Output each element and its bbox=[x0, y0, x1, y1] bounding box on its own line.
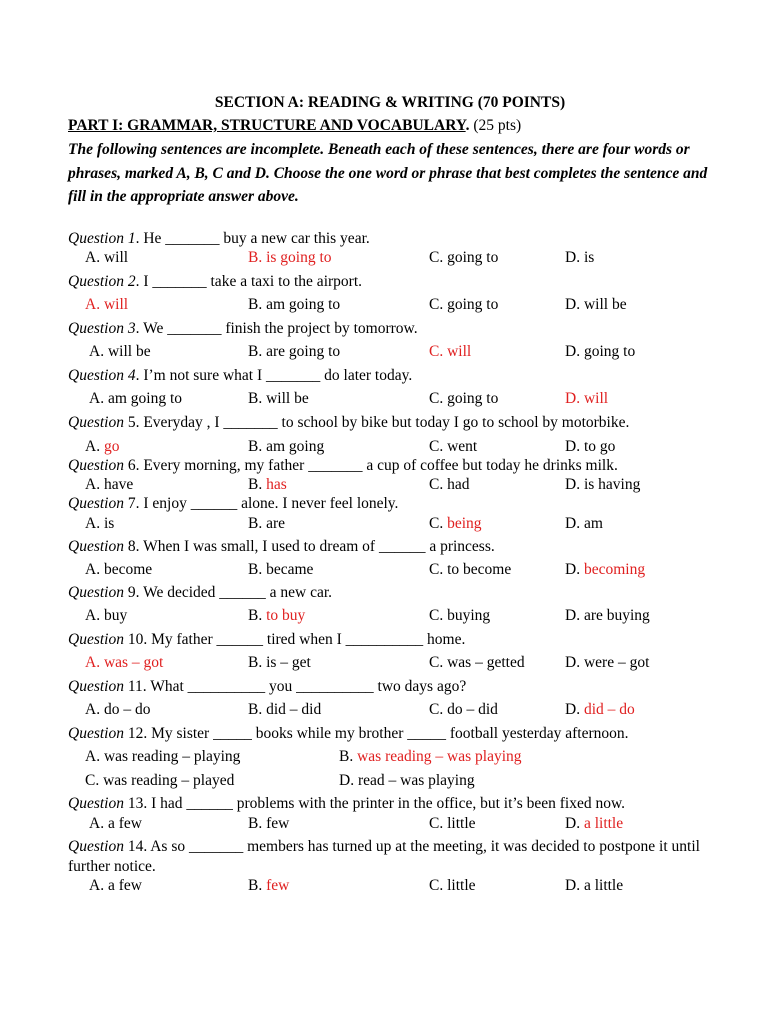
option-letter: C. bbox=[429, 654, 448, 671]
question-text: 7. I enjoy ______ alone. I never feel lonely. bbox=[123, 495, 399, 512]
q4-option-d-answer[interactable] bbox=[565, 390, 608, 408]
option-text: were – got bbox=[583, 654, 650, 671]
option-text-answer: few bbox=[266, 877, 290, 894]
question-text: 14. As so _______ members has turned up at the meeting, it was decided to postpone it until further notice. bbox=[68, 838, 700, 875]
option-letter: A. bbox=[85, 748, 104, 765]
option-text: is having bbox=[583, 476, 641, 493]
q5-option-b[interactable] bbox=[248, 438, 324, 456]
option-text: became bbox=[266, 561, 314, 578]
option-letter: C. bbox=[429, 438, 448, 455]
q3-option-c-answer[interactable] bbox=[429, 343, 471, 361]
q3-option-d[interactable] bbox=[565, 343, 635, 361]
question-text: 12. My sister _____ books while my brother _____ football yesterday afternoon. bbox=[123, 725, 629, 742]
option-letter: D. bbox=[565, 438, 584, 455]
option-letter: C. bbox=[429, 249, 448, 266]
q8-option-b[interactable] bbox=[248, 561, 313, 579]
option-letter: B. bbox=[248, 296, 267, 313]
q9-option-d[interactable] bbox=[565, 607, 650, 625]
q9-option-b[interactable] bbox=[248, 607, 305, 625]
part-heading-line bbox=[68, 117, 521, 135]
option-letter: A. bbox=[85, 249, 104, 266]
question-12 bbox=[68, 725, 629, 743]
option-text: was – getted bbox=[447, 654, 525, 671]
question-label: Question bbox=[68, 795, 124, 812]
q12-option-c[interactable] bbox=[85, 772, 234, 790]
option-letter: B. bbox=[248, 877, 267, 894]
option-letter: B. bbox=[248, 561, 267, 578]
q12-option-a[interactable] bbox=[85, 748, 240, 766]
option-text: few bbox=[266, 815, 290, 832]
option-letter: D. bbox=[565, 476, 584, 493]
q13-option-b[interactable] bbox=[248, 815, 289, 833]
q6-option-d[interactable] bbox=[565, 476, 640, 494]
option-text: are buying bbox=[583, 607, 650, 624]
option-letter: C. bbox=[85, 772, 104, 789]
option-letter: D. bbox=[565, 701, 584, 718]
question-text: 5. Everyday , I _______ to school by bike but today I go to school by motorbike. bbox=[123, 414, 630, 431]
q13-option-d[interactable] bbox=[565, 815, 623, 833]
q12-option-d[interactable] bbox=[339, 772, 475, 790]
question-text: . I _______ take a taxi to the airport. bbox=[135, 273, 363, 290]
option-letter: D. bbox=[339, 772, 358, 789]
option-letter: C. bbox=[429, 607, 448, 624]
option-text: will bbox=[583, 390, 609, 407]
q14-option-b[interactable] bbox=[248, 877, 289, 895]
question-label: Question 1 bbox=[68, 230, 136, 247]
option-text: going to bbox=[447, 296, 499, 313]
option-text: a little bbox=[583, 877, 624, 894]
option-text: will be bbox=[583, 296, 627, 313]
q4-option-c[interactable] bbox=[429, 390, 498, 408]
q3-option-b[interactable] bbox=[248, 343, 340, 361]
q10-option-d[interactable] bbox=[565, 654, 649, 672]
option-text: to go bbox=[583, 438, 616, 455]
q14-option-d[interactable] bbox=[565, 877, 623, 895]
question-5 bbox=[68, 414, 629, 432]
option-letter: B. bbox=[248, 249, 267, 266]
option-text: are bbox=[266, 515, 286, 532]
option-text-answer: did – do bbox=[583, 701, 635, 718]
question-label: Question bbox=[68, 414, 124, 431]
q7-option-d[interactable] bbox=[565, 515, 603, 533]
q9-option-c[interactable] bbox=[429, 607, 490, 625]
option-letter: C. bbox=[429, 390, 448, 407]
question-13 bbox=[68, 795, 625, 813]
option-letter: C. bbox=[429, 296, 448, 313]
option-text: is – get bbox=[266, 654, 311, 671]
q3-option-a[interactable] bbox=[89, 343, 151, 361]
option-text: going to bbox=[447, 390, 499, 407]
q1-option-d[interactable] bbox=[565, 249, 594, 267]
q1-option-b-answer[interactable] bbox=[248, 249, 332, 267]
option-text: am going bbox=[266, 438, 325, 455]
question-6 bbox=[68, 457, 618, 475]
q11-option-d[interactable] bbox=[565, 701, 635, 719]
option-text: to become bbox=[447, 561, 512, 578]
q8-option-c[interactable] bbox=[429, 561, 511, 579]
question-label: Question bbox=[68, 457, 124, 474]
option-letter: A. bbox=[85, 438, 104, 455]
question-text: 8. When I was small, I used to dream of ______ a princess. bbox=[123, 538, 495, 555]
option-text-answer: go bbox=[103, 438, 120, 455]
option-letter: D. bbox=[565, 390, 584, 407]
option-letter: C. bbox=[429, 815, 448, 832]
q14-option-c[interactable] bbox=[429, 877, 476, 895]
q12-option-b[interactable] bbox=[339, 748, 522, 766]
option-text: did – did bbox=[266, 701, 322, 718]
q2-option-a-answer[interactable] bbox=[85, 296, 128, 314]
question-7 bbox=[68, 495, 398, 513]
part-heading-dot: . bbox=[465, 117, 470, 134]
option-letter: B. bbox=[248, 390, 267, 407]
option-letter: B. bbox=[339, 748, 358, 765]
option-letter: D. bbox=[565, 561, 584, 578]
q11-option-a[interactable] bbox=[85, 701, 150, 719]
option-text: will be bbox=[266, 390, 309, 407]
question-label: Question bbox=[68, 631, 124, 648]
q4-option-a[interactable] bbox=[89, 390, 182, 408]
option-text-answer: to buy bbox=[266, 607, 306, 624]
option-text: was reading – played bbox=[103, 772, 235, 789]
option-letter: D. bbox=[565, 877, 584, 894]
option-text-answer: a little bbox=[583, 815, 624, 832]
question-text: 10. My father ______ tired when I __________ home. bbox=[123, 631, 466, 648]
option-letter: D. bbox=[565, 343, 584, 360]
question-label: Question 4 bbox=[68, 367, 136, 384]
q5-option-d[interactable] bbox=[565, 438, 615, 456]
q6-option-b[interactable] bbox=[248, 476, 287, 494]
option-text-answer: becoming bbox=[583, 561, 646, 578]
option-letter: D. bbox=[565, 607, 584, 624]
question-label: Question bbox=[68, 538, 124, 555]
option-text: buy bbox=[103, 607, 128, 624]
question-9 bbox=[68, 584, 332, 602]
q10-option-a-answer[interactable] bbox=[85, 654, 163, 672]
option-letter: A. bbox=[85, 607, 104, 624]
option-letter: C. bbox=[429, 476, 448, 493]
section-title: SECTION A: READING & WRITING (70 POINTS) bbox=[214, 94, 566, 111]
option-letter: A. bbox=[85, 561, 104, 578]
question-label: Question bbox=[68, 584, 124, 601]
question-text: 11. What __________ you __________ two days ago? bbox=[123, 678, 467, 695]
option-letter: C. bbox=[429, 561, 448, 578]
q2-option-d[interactable] bbox=[565, 296, 627, 314]
q8-option-d[interactable] bbox=[565, 561, 645, 579]
option-text: is bbox=[103, 515, 115, 532]
q2-option-b[interactable] bbox=[248, 296, 340, 314]
q5-option-c[interactable] bbox=[429, 438, 477, 456]
question-10 bbox=[68, 631, 465, 649]
q8-option-a[interactable] bbox=[85, 561, 152, 579]
q6-option-c[interactable] bbox=[429, 476, 469, 494]
option-letter: B. bbox=[248, 438, 267, 455]
question-2 bbox=[68, 273, 362, 291]
q14-option-a[interactable] bbox=[89, 877, 142, 895]
option-letter: B. bbox=[248, 815, 267, 832]
option-text: do – do bbox=[103, 701, 151, 718]
question-text: . We _______ finish the project by tomorrow. bbox=[135, 320, 418, 337]
option-text: a few bbox=[107, 815, 142, 832]
option-letter: A. bbox=[89, 877, 108, 894]
option-letter: D. bbox=[565, 249, 584, 266]
option-text-answer: has bbox=[266, 476, 287, 493]
option-letter: A. bbox=[89, 815, 108, 832]
option-text: had bbox=[447, 476, 470, 493]
option-text: become bbox=[103, 561, 153, 578]
q7-option-a[interactable] bbox=[85, 515, 114, 533]
q13-option-a[interactable] bbox=[89, 815, 142, 833]
question-text: 6. Every morning, my father _______ a cup of coffee but today he drinks milk. bbox=[123, 457, 618, 474]
q11-option-c[interactable] bbox=[429, 701, 498, 719]
option-letter: D. bbox=[565, 296, 584, 313]
q4-option-b[interactable] bbox=[248, 390, 309, 408]
option-text: is bbox=[583, 249, 595, 266]
option-text: going to bbox=[583, 343, 636, 360]
option-text: do – did bbox=[447, 701, 498, 718]
q1-option-a[interactable] bbox=[85, 249, 128, 267]
question-text: . I’m not sure what I _______ do later today. bbox=[135, 367, 413, 384]
question-text: 13. I had ______ problems with the printer in the office, but it’s been fixed now. bbox=[123, 795, 626, 812]
q1-option-c[interactable] bbox=[429, 249, 498, 267]
option-letter: A. bbox=[85, 515, 104, 532]
option-letter: A. bbox=[85, 296, 104, 313]
question-14 bbox=[68, 837, 708, 877]
option-text: am going to bbox=[107, 390, 183, 407]
question-label: Question bbox=[68, 678, 124, 695]
question-1 bbox=[68, 230, 370, 248]
option-letter: A. bbox=[85, 701, 104, 718]
option-letter: A. bbox=[85, 654, 104, 671]
option-letter: C. bbox=[429, 515, 448, 532]
q7-option-c[interactable] bbox=[429, 515, 482, 533]
option-letter: B. bbox=[248, 654, 267, 671]
option-text: are going to bbox=[266, 343, 341, 360]
q13-option-c[interactable] bbox=[429, 815, 476, 833]
option-text: little bbox=[447, 877, 476, 894]
option-text: have bbox=[103, 476, 134, 493]
option-text-answer: was reading – was playing bbox=[357, 748, 522, 765]
option-letter: B. bbox=[248, 476, 267, 493]
option-text: buying bbox=[447, 607, 491, 624]
question-text: . He _______ buy a new car this year. bbox=[135, 230, 370, 247]
option-letter: C. bbox=[429, 343, 448, 360]
option-text: is going to bbox=[266, 249, 332, 266]
question-3 bbox=[68, 320, 418, 338]
option-letter: B. bbox=[248, 607, 267, 624]
instructions: The following sentences are incomplete. Beneath each of these sentences, there are four words or phrases, marked A, B, C and D. Choose the one word or phrase that best completes the sentence and fill in the appropriate answer above. bbox=[68, 141, 708, 205]
question-label: Question bbox=[68, 838, 124, 855]
q10-option-c[interactable] bbox=[429, 654, 525, 672]
question-text: 9. We decided ______ a new car. bbox=[123, 584, 333, 601]
part-heading: PART I: GRAMMAR, STRUCTURE AND VOCABULARY bbox=[68, 117, 466, 134]
option-letter: A. bbox=[89, 343, 108, 360]
question-8 bbox=[68, 538, 495, 556]
option-letter: B. bbox=[248, 701, 267, 718]
option-text: went bbox=[447, 438, 478, 455]
question-11 bbox=[68, 678, 466, 696]
option-text: will bbox=[103, 296, 129, 313]
q7-option-b[interactable] bbox=[248, 515, 285, 533]
option-text: little bbox=[447, 815, 476, 832]
option-letter: C. bbox=[429, 877, 448, 894]
q11-option-b[interactable] bbox=[248, 701, 321, 719]
option-text: will bbox=[447, 343, 472, 360]
q10-option-b[interactable] bbox=[248, 654, 311, 672]
option-text: going to bbox=[447, 249, 499, 266]
part-points: (25 pts) bbox=[469, 117, 522, 134]
question-label: Question 2 bbox=[68, 273, 136, 290]
option-text: will be bbox=[107, 343, 151, 360]
option-text: was reading – playing bbox=[103, 748, 241, 765]
option-text: a few bbox=[107, 877, 142, 894]
option-letter: D. bbox=[565, 815, 584, 832]
q6-option-a[interactable] bbox=[85, 476, 133, 494]
option-letter: D. bbox=[565, 515, 584, 532]
question-label: Question bbox=[68, 725, 124, 742]
q9-option-a[interactable] bbox=[85, 607, 127, 625]
option-letter: D. bbox=[565, 654, 584, 671]
option-letter: A. bbox=[85, 476, 104, 493]
option-letter: B. bbox=[248, 515, 267, 532]
q2-option-c[interactable] bbox=[429, 296, 498, 314]
question-label: Question 3 bbox=[68, 320, 136, 337]
q5-option-a[interactable] bbox=[85, 438, 119, 456]
option-letter: A. bbox=[89, 390, 108, 407]
question-4 bbox=[68, 367, 412, 385]
option-text: read – was playing bbox=[357, 772, 475, 789]
option-text: was – got bbox=[103, 654, 164, 671]
option-letter: B. bbox=[248, 343, 267, 360]
option-text-answer: being bbox=[447, 515, 482, 532]
option-letter: C. bbox=[429, 701, 448, 718]
option-text: will bbox=[103, 249, 129, 266]
option-text: am going to bbox=[266, 296, 341, 313]
option-text: am bbox=[583, 515, 603, 532]
question-label: Question bbox=[68, 495, 124, 512]
